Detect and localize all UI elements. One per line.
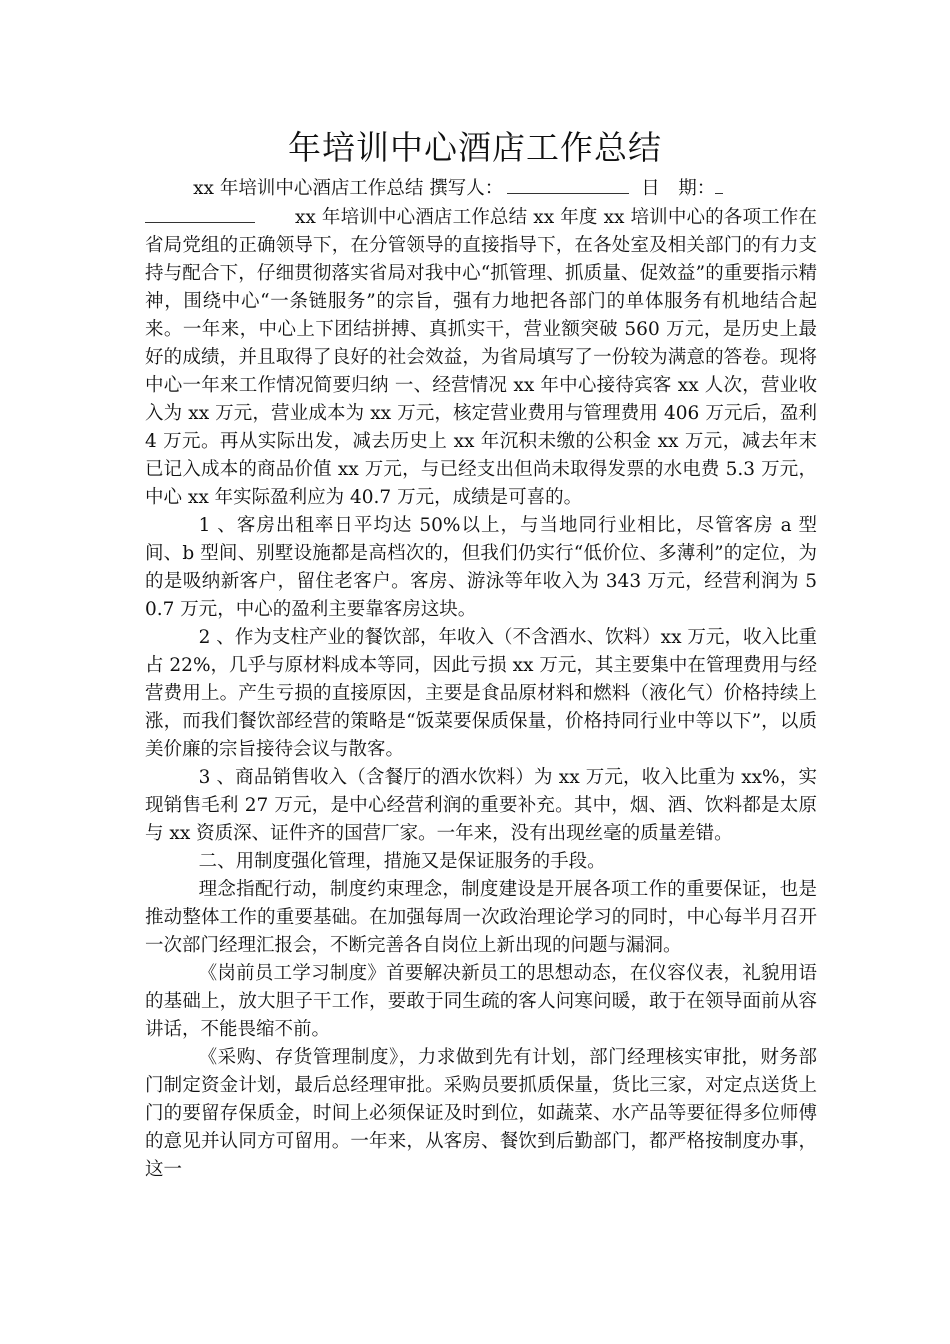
paragraph-rooms: 1 、客房出租率日平均达 50%以上，与当地同行业相比，尽管客房 a 型间、b 型间、别墅设施都是高档次的，但我们仍实行“低价位、多薄利”的定位，为的是吸纳新客户，留住老客户。客房、游泳等年收入为 343 万元，经营利润为 50.7 万元，中心的盈利主要靠客房这块。 bbox=[145, 515, 817, 620]
author-blank bbox=[507, 174, 629, 194]
date-blank bbox=[715, 174, 723, 194]
header-line bbox=[145, 174, 817, 512]
document-title: 年培训中心酒店工作总结 bbox=[288, 128, 662, 167]
paragraph-staff-study: 《岗前员工学习制度》首要解决新员工的思想动态，在仪容仪表，礼貌用语的基础上，放大胆子干工作，要敢于同生疏的客人问寒问暖，敢于在领导面前从容讲话，不能畏缩不前。 bbox=[145, 963, 817, 1040]
date-label: 日 期： bbox=[641, 178, 716, 199]
paragraph-purchasing: 《采购、存货管理制度》，力求做到先有计划，部门经理核实审批，财务部门制定资金计划，最后总经理审批。采购员要抓质保量，货比三家，对定点送货上门的要留存保质金，时间上必须保证及时到位，如蔬菜、水产品等要征得多位师傅的意见并认同方可留用。一年来，从客房、餐饮到后勤部门，都严格按制度办事，这一 bbox=[145, 1047, 817, 1180]
document-body bbox=[145, 174, 817, 1184]
paragraph-catering: 2 、作为支柱产业的餐饮部，年收入（不含酒水、饮料）xx 万元，收入比重占 22%，几乎与原材料成本等同，因此亏损 xx 万元，其主要集中在管理费用与经营费用上。产生亏损的直接原因，主要是食品原材料和燃料（液化气）价格持续上涨，而我们餐饮部经营的策略是“饭菜要保质保量，价格持同行业中等以下”，以质美价廉的宗旨接待会议与散客。 bbox=[145, 627, 817, 760]
paragraph-rules: 理念指配行动，制度约束理念，制度建设是开展各项工作的重要保证，也是推动整体工作的重要基础。在加强每周一次政治理论学习的同时，中心每半月召开一次部门经理汇报会，不断完善各自岗位上新出现的问题与漏洞。 bbox=[145, 879, 817, 956]
date-blank-continued bbox=[145, 203, 255, 223]
intro-text: xx 年度 xx 培训中心的各项工作在省局党组的正确领导下，在分管领导的直接指导下，在各处室及相关部门的有力支持与配合下，仔细贯彻落实省局对我中心“抓管理、抓质量、促效益”的重要指示精神，围绕中心“一条链服务”的宗旨，强有力地把各部门的单体服务有机地结合起来。一年来，中心上下团结拼搏、真抓实干，营业额突破 560 万元，是历史上最好的成绩，并且取得了良好的社会效益，为省局填写了一份较为满意的答卷。现将中心一年来工作情况简要归纳 一、经营情况 xx 年中心接待宾客 xx 人次，营业收入为 xx 万元，营业成本为 xx 万元，核定营业费用与管理费用 406 万元后，盈利 4 万元。再从实际出发，减去历史上 xx 年沉积未缴的公积金 xx 万元，减去年末已记入成本的商品价值 xx 万元，与已经支出但尚未取得发票的水电费 5.3 万元，中心 xx 年实际盈利应为 40.7 万元，成绩是可喜的。 bbox=[145, 207, 817, 508]
header-doc-name: xx 年培训中心酒店工作总结 bbox=[193, 178, 424, 199]
section-heading-management: 二、用制度强化管理，措施又是保证服务的手段。 bbox=[198, 851, 606, 872]
author-label: 撰写人： bbox=[429, 178, 504, 199]
intro-lead: xx 年培训中心酒店工作总结 bbox=[295, 207, 528, 228]
paragraph-sales: 3 、商品销售收入（含餐厅的酒水饮料）为 xx 万元，收入比重为 xx%，实现销售毛利 27 万元，是中心经营利润的重要补充。其中，烟、酒、饮料都是太原与 xx 资质深、证件齐的国营厂家。一年来，没有出现丝毫的质量差错。 bbox=[145, 767, 817, 844]
